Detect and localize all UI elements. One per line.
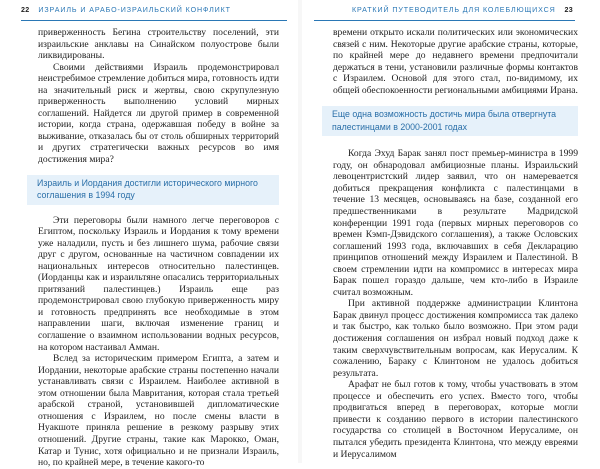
left-header-title: ИЗРАИЛЬ И АРАБО-ИЗРАИЛЬСКИЙ КОНФЛИКТ xyxy=(38,6,231,14)
left-page xyxy=(0,0,298,469)
right-body-text xyxy=(333,27,578,460)
right-paragraph: Арафат не был готов к тому, чтобы участвовать в этом процессе и обеспечить его успех. Вместо того, чтобы продвигаться вперед в переговорах, которые могли привести к созданию первого в истории палестинского государства со столицей в Восточном Иерусалиме, он пытался убедить президента Клинтона, что между евреями и Иерусалимом xyxy=(333,379,578,460)
left-paragraph: Своими действиями Израиль продемонстрировал неистребимое стремление добиться мира, готовность идти на значительный риск и жертвы, свою скрупулезную приверженность выполнению условий мирных соглашений. Найдется ли другой пример в современной истории, когда страна, одержавшая победу в войне за выживание, отказалась бы от столь обширных территорий и других стратегически важных ресурсов во имя достижения мира? xyxy=(38,61,279,166)
right-paragraph: При активной поддержке администрации Клинтона Барак двинул процесс достижения компромисса так далеко и так быстро, как только было возможно. При этом ради достижения соглашения он избрал новый подход даже к таким сверхчувствительным вопросам, как Иерусалим. К сожалению, Бараку с Клинтоном не удалось добиться результата. xyxy=(333,298,578,379)
left-paragraph: Вслед за историческим примером Египта, а затем и Иордании, некоторые арабские страны постепенно начали устанавливать связи с Израилем. Наиболее активной в этом отношении была Мавритания, которая стала третьей арабской страной, установившей дипломатические отношения с Израилем, но после смены власти в Нуакшоте приняла решение в резкому разрыву этих отношений. Другие страны, такие как Марокко, Оман, Катар и Тунис, хотя официально и не признали Израиль, но, по крайней мере, в течение какого-то xyxy=(38,353,279,469)
left-page-number: 22 xyxy=(21,6,30,14)
left-body-text xyxy=(38,27,279,469)
left-section-heading: Израиль и Иордания достигли исторического мирного соглашения в 1994 году xyxy=(27,175,279,205)
right-page-number: 23 xyxy=(564,6,573,14)
left-paragraph: приверженность Бегина строительству поселений, эти израильские анклавы на Синайском полуострове были ликвидированы. xyxy=(38,27,279,62)
left-paragraph: Эти переговоры были намного легче переговоров с Египтом, поскольку Израиль и Иордания к тому времени уже наладили, пусть и без лишнего шума, рабочие связи друг с другом, основанные на частичном совпадении их национальных интересов относительно палестинцев. (Иорданцы как и израильтяне опасались территориальных притязаний палестинцев.) Израиль еще раз продемонстрировал свою глубокую приверженность миру и готовность предпринять все необходимые в этом направлении шаги, включая изменение границ и соглашение о взаимном использовании водных ресурсов, на котором настаивал Амман. xyxy=(38,214,279,353)
right-paragraph: времени открыто искали политических или экономических связей с ним. Некоторые другие арабские страны, которые, по крайней мере до недавнего времени предпочитали держаться в тени, установили различные формы контактов с Израилем. Основой для этого стал, по-видимому, их общей обеспокоенности региональными амбициями Ирана. xyxy=(333,27,578,96)
right-page xyxy=(302,0,600,463)
right-paragraph: Когда Эхуд Барак занял пост премьер-министра в 1999 году, он обнародовал амбициозные планы. Израильский левоцентристский лидер заявил, что он намеревается добиться прекращения конфликта с палестинцами в течение 13 месяцев, основываясь на базе, созданной его предшественниками в результате Мадридской конференции 1991 года (первых мирных переговоров со времен Кэмп-Дэвидского соглашения), а также Ословских соглашений 1993 года, включавших в себя Декларацию принципов отношений между Израилем и Палестиной. В своем стремлении идти на компромисс в интересах мира Барак пошел гораздо дальше, чем кто-либо в Израиле считал возможным. xyxy=(333,148,578,298)
right-header-title: КРАТКИЙ ПУТЕВОДИТЕЛЬ ДЛЯ КОЛЕБЛЮЩИХСЯ xyxy=(351,6,556,14)
right-header-rule xyxy=(314,20,575,21)
left-header-rule xyxy=(21,20,287,21)
right-section-heading: Еще одна возможность достичь мира была отвергнута палестинцами в 2000-2001 годах xyxy=(322,106,578,136)
